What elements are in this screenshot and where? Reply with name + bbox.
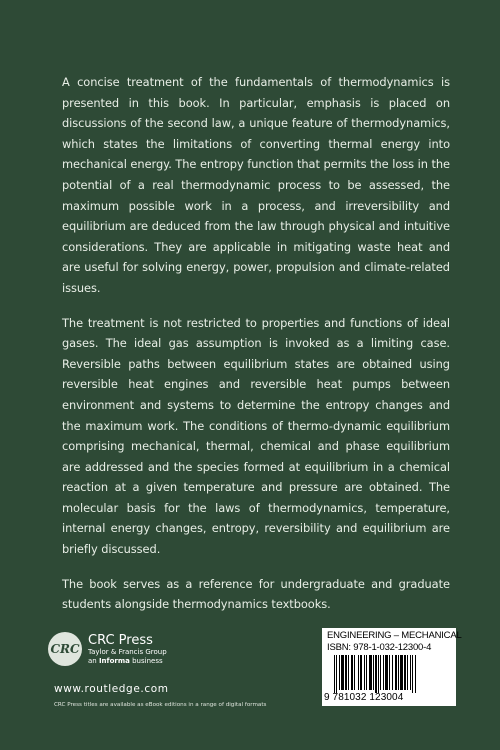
barcode-stripe bbox=[366, 655, 367, 690]
blurb-paragraph-3: The book serves as a reference for undergraduate and graduate students alongside thermodynamics textbooks. bbox=[62, 576, 450, 612]
isbn-number: ISBN: 978-1-032-12300-4 bbox=[327, 642, 432, 653]
barcode-stripe bbox=[407, 655, 408, 690]
publisher-business: an Informa business bbox=[88, 657, 163, 665]
barcode-stripe bbox=[336, 655, 337, 693]
ebook-note: CRC Press titles are available as eBook editions in a range of digital formats bbox=[54, 702, 267, 708]
blurb-paragraph-2: The treatment is not restricted to properties and functions of ideal gases. The ideal gas assumption is invoked as a limiting case. Reversible paths between equilibrium states are obtained using reversible heat engines and reversible heat pumps between environment and systems to determine the entropy changes and the maximum work. The conditions of thermo-dynamic equilibrium comprising mechanical, thermal, chemical and phase equilibrium are addressed and the species formed at equilibrium in a chemical reaction at a given temperature and pressure are obtained. The molecular basis for the laws of thermodynamics, temperature, internal energy changes, entropy, reversibility and equilibrium are briefly discussed. bbox=[62, 315, 450, 557]
barcode-stripe bbox=[404, 655, 406, 690]
barcode-stripe bbox=[373, 655, 374, 690]
barcode-stripe bbox=[339, 655, 340, 690]
barcode-stripe bbox=[410, 655, 411, 690]
publisher-website: www.routledge.com bbox=[54, 683, 169, 695]
publisher-group: Taylor & Francis Group bbox=[88, 648, 167, 656]
barcode-stripe bbox=[385, 655, 388, 690]
crc-logo-icon bbox=[48, 632, 82, 666]
barcode-stripe bbox=[400, 655, 403, 690]
barcode-stripe bbox=[369, 655, 372, 690]
barcode-stripe bbox=[389, 655, 390, 690]
barcode-stripe bbox=[358, 655, 359, 690]
barcode-stripe bbox=[345, 655, 347, 690]
isbn-barcode-panel bbox=[322, 628, 462, 706]
barcode-digits: 9 781032 123004 bbox=[324, 692, 404, 703]
barcode-stripe bbox=[375, 655, 377, 693]
barcode-stripe bbox=[415, 655, 416, 693]
barcode-bars bbox=[334, 655, 446, 693]
back-cover-blurb bbox=[62, 72, 450, 629]
barcode-stripe bbox=[351, 655, 353, 690]
barcode-stripe bbox=[334, 655, 335, 693]
barcode-stripe bbox=[341, 655, 344, 690]
barcode-stripe bbox=[360, 655, 362, 690]
barcode-stripe bbox=[383, 655, 384, 690]
barcode-stripe bbox=[378, 655, 379, 693]
blurb-paragraph-1: A concise treatment of the fundamentals of thermodynamics is presented in this book. In particular, emphasis is placed on discussions of the second law, a unique feature of thermodynamics, which states the limitations of converting thermal energy into mechanical energy. The entropy function that permits the loss in the potential of a real thermodynamic process to be assessed, the maximum possible work in a process, and irreversibility and equilibrium are deduced from the law through physical and intuitive considerations. They are applicable in mitigating waste heat and are useful for solving energy, power, propulsion and climate-related issues. bbox=[62, 75, 450, 295]
barcode-stripe bbox=[412, 655, 413, 693]
barcode-stripe bbox=[392, 655, 393, 690]
barcode-stripe bbox=[398, 655, 399, 690]
barcode-stripe bbox=[380, 655, 381, 690]
barcode-stripe bbox=[395, 655, 397, 690]
barcode-stripe bbox=[364, 655, 365, 690]
logo-mark-text: CRC bbox=[50, 642, 80, 656]
subject-category: ENGINEERING – MECHANICAL bbox=[327, 630, 462, 641]
publisher-name: CRC Press bbox=[88, 633, 153, 648]
barcode-stripe bbox=[348, 655, 349, 690]
barcode-stripe bbox=[354, 655, 355, 690]
publisher-text bbox=[88, 634, 167, 666]
